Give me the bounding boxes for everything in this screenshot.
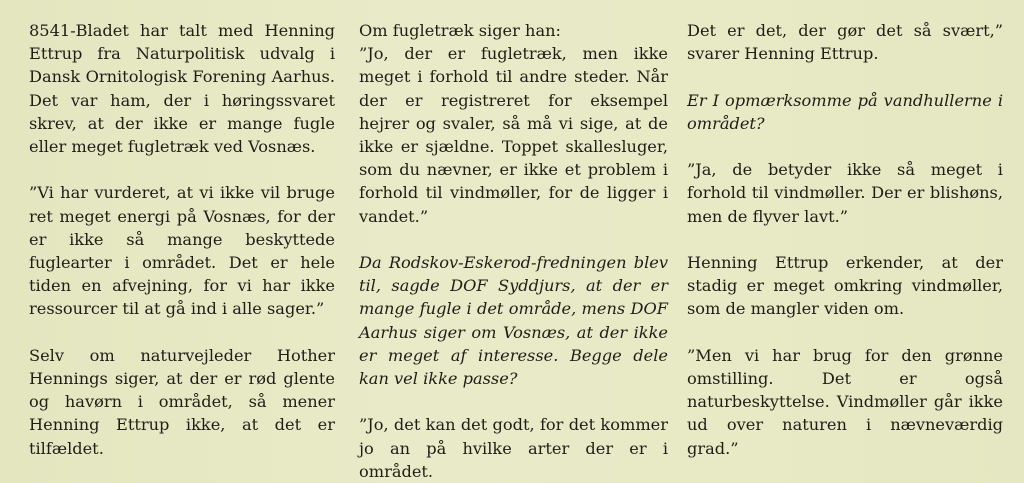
paragraph-fugletraek: Om fugletræk siger han: ”Jo, der er fugletræk, men ikke meget i forhold til andre steder. Når der er registreret for eksempel hejrer og svaler, så må vi sige, at de ikke er sjældne. Toppet skallesluger, som du nævner, er ikke et problem i forhold til vindmøller, for de ligger i vandet.” xyxy=(359,21,668,226)
paragraph-answer-arter: ”Jo, det kan det godt, for det kommer jo an på hvilke arter der er i området. xyxy=(359,415,668,481)
paragraph-intro: 8541-Bladet har talt med Henning Ettrup fra Naturpolitisk udvalg i Dansk Ornitologisk Forening Aarhus. Det var ham, der i høringssvaret skrev, at der ikke er mange fugle eller meget fugletræk ved Vosnæs. xyxy=(29,21,335,157)
paragraph-answer-continued: Det er det, der gør det så svært,” svarer Henning Ettrup. xyxy=(687,21,1003,64)
paragraph-quote-energy: ”Vi har vurderet, at vi ikke vil bruge ret meget energi på Vosnæs, for der er ikke så mange beskyttede fuglearter i området. Det er hele tiden en afvejning, for vi har ikke ressourcer til at gå ind i alle sager.” xyxy=(29,183,335,319)
paragraph-question-vandhuller: Er I opmærksomme på vandhullerne i området? xyxy=(687,90,1003,133)
article-column-3 xyxy=(687,19,1003,460)
paragraph-hother-hennings: Selv om naturvejleder Hother Hennings siger, at der er rød glente og havørn i området, så mener Henning Ettrup ikke, at det er tilfældet. xyxy=(29,345,335,458)
paragraph-groen-omstilling: ”Men vi har brug for den grønne omstilling. Det er også naturbeskyttelse. Vindmøller går ikke ud over naturen i nævneværdig grad.” xyxy=(687,345,1003,458)
article-column-1 xyxy=(29,19,335,460)
paragraph-question-rodskov: Da Rodskov-Eskerod-fredningen blev til, sagde DOF Syddjurs, at der er mange fugle i det område, mens DOF Aarhus siger om Vosnæs, at der ikke er meget af interesse. Begge dele kan vel ikke passe? xyxy=(359,253,668,389)
article-column-2 xyxy=(359,19,668,483)
paragraph-answer-blishoens: ”Ja, de betyder ikke så meget i forhold til vindmøller. Der er blishøns, men de flyver lavt.” xyxy=(687,160,1003,226)
paragraph-erkender: Henning Ettrup erkender, at der stadig er meget omkring vindmøller, som de mangler viden om. xyxy=(687,252,1003,319)
